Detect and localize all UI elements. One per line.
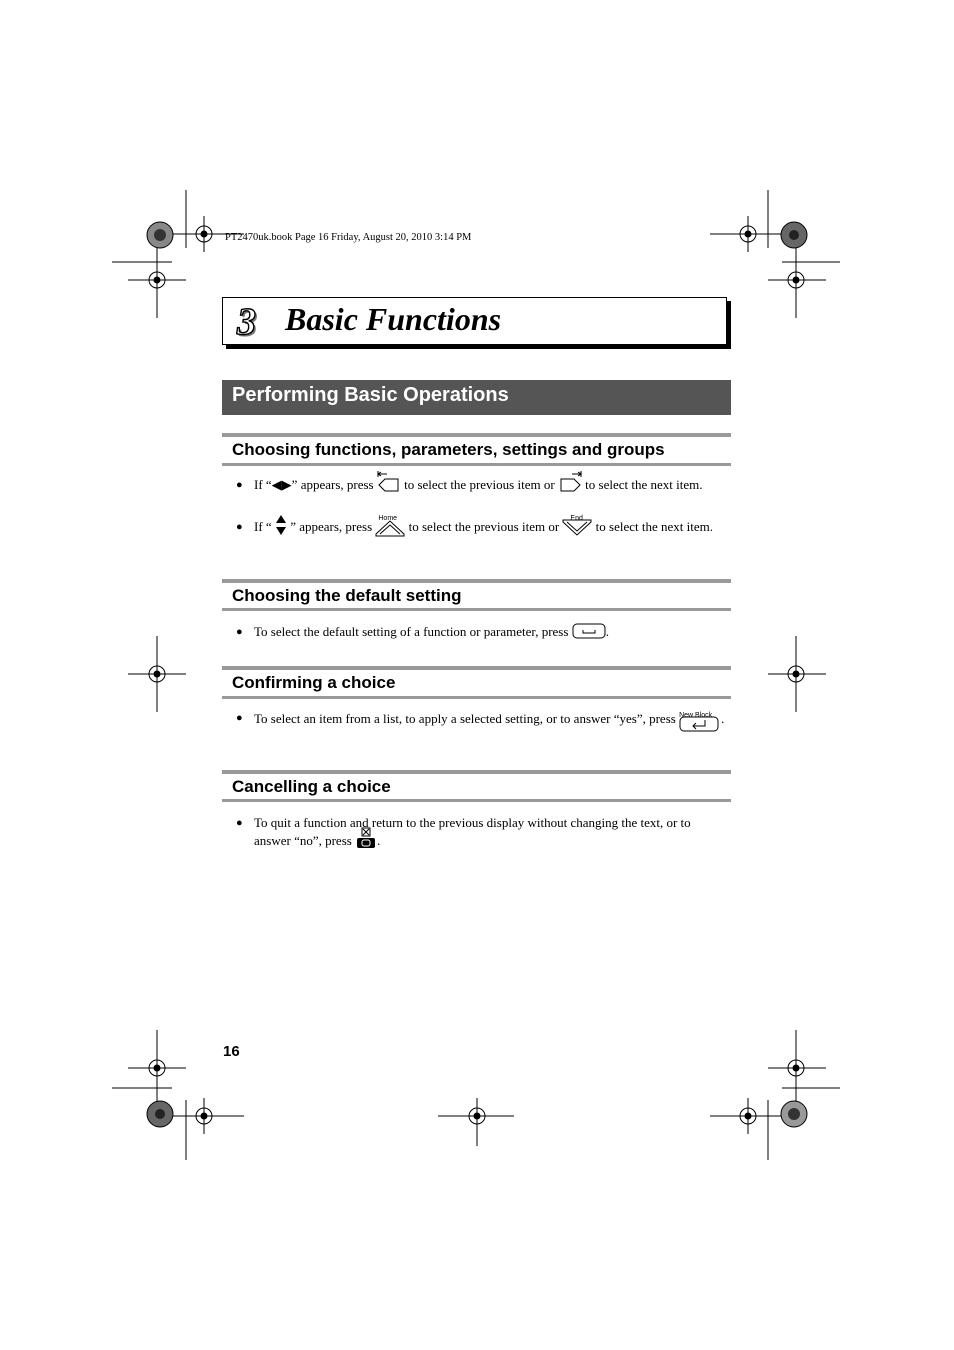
file-header: PT2470uk.book Page 16 Friday, August 20, 2010 3:14 PM [225, 232, 472, 243]
chapter-title: Basic Functions [285, 301, 502, 337]
space-key-icon [572, 623, 606, 639]
subsection-title: Choosing the default setting [222, 579, 731, 611]
subsection-title: Choosing functions, parameters, settings and groups [222, 433, 731, 466]
bullet: ● [236, 479, 243, 491]
subsection-title: Confirming a choice [222, 666, 731, 699]
chapter-heading [222, 297, 727, 345]
section-title: Performing Basic Operations [222, 380, 731, 415]
cursor-left-key-icon [377, 469, 401, 493]
bullet: ● [236, 817, 243, 829]
escape-key-icon [355, 827, 377, 849]
page-number: 16 [223, 1043, 240, 1060]
bullet: ● [236, 626, 243, 638]
cursor-right-key-icon [558, 469, 582, 493]
bullet: ● [236, 521, 243, 533]
end-key-icon: End [562, 512, 592, 536]
subsection-title: Cancelling a choice [222, 770, 731, 802]
bullet: ● [236, 712, 243, 724]
chapter-number: 3 [237, 301, 256, 343]
enter-key-icon: New Block [679, 711, 721, 731]
home-key-icon: Home [375, 512, 405, 536]
up-down-arrow-icon [275, 514, 287, 536]
